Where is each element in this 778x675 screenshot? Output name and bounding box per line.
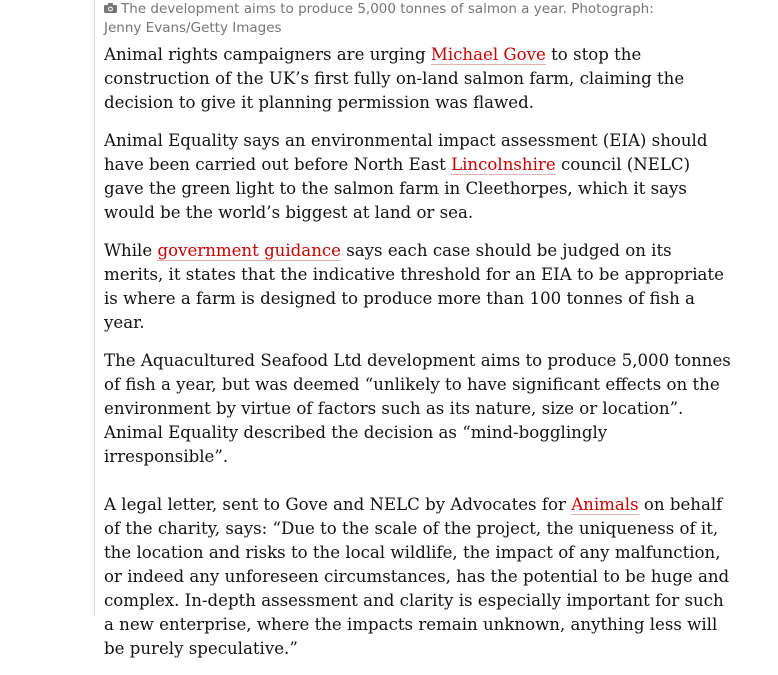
p2-text-after: council (NELC) gave the green light to the salmon farm in Cleethorpes, which it says would be the world’s biggest at land or sea. <box>104 155 691 222</box>
p2-text-before: Animal Equality says an environmental impact assessment (EIA) should have been carried out before North East <box>104 131 708 174</box>
link-lincolnshire[interactable]: Lincolnshire <box>451 155 556 174</box>
p1-text-before: Animal rights campaigners are urging <box>104 45 431 64</box>
link-animals[interactable]: Animals <box>571 495 639 514</box>
article-body <box>104 43 734 675</box>
camera-icon <box>104 0 117 10</box>
link-government-guidance[interactable]: government guidance <box>157 241 341 260</box>
image-caption <box>104 0 684 38</box>
p3-text-after: says each case should be judged on its merits, it states that the indicative threshold for an EIA to be appropriate is where a farm is designed to produce more than 100 tonnes of fish a year. <box>104 241 724 332</box>
p3-text-before: While <box>104 241 158 260</box>
paragraph-5 <box>104 493 734 661</box>
paragraph-1 <box>104 43 734 115</box>
paragraph-4: The Aquacultured Seafood Ltd development aims to produce 5,000 tonnes of fish a year, but was deemed “unlikely to have significant effects on the environment by virtue of factors such as its nature, size or location”. Animal Equality described the decision as “mind-bogglingly irresponsible”. <box>104 351 731 466</box>
p5-text-before: A legal letter, sent to Gove and NELC by Advocates for <box>104 495 572 514</box>
link-michael-gove[interactable]: Michael Gove <box>430 45 546 64</box>
p5-text-after: on behalf of the charity, says: “Due to the scale of the project, the uniqueness of it, the location and risks to the local wildlife, the impact of any malfunction, or indeed any unforeseen circumstances, has the potential to be huge and complex. In-depth assessment and clarity is especially important for such a new enterprise, where the impacts remain unknown, anything less will be purely speculative.” <box>104 495 730 658</box>
paragraph-3 <box>104 239 734 335</box>
left-gutter-rule <box>94 0 95 616</box>
paragraph-2 <box>104 129 734 225</box>
p1-text-after: to stop the construction of the UK’s first fully on-land salmon farm, claiming the decision to give it planning permission was flawed. <box>104 45 685 112</box>
caption-text: The development aims to produce 5,000 tonnes of salmon a year. Photograph: Jenny Evans/Getty Images <box>104 1 654 36</box>
